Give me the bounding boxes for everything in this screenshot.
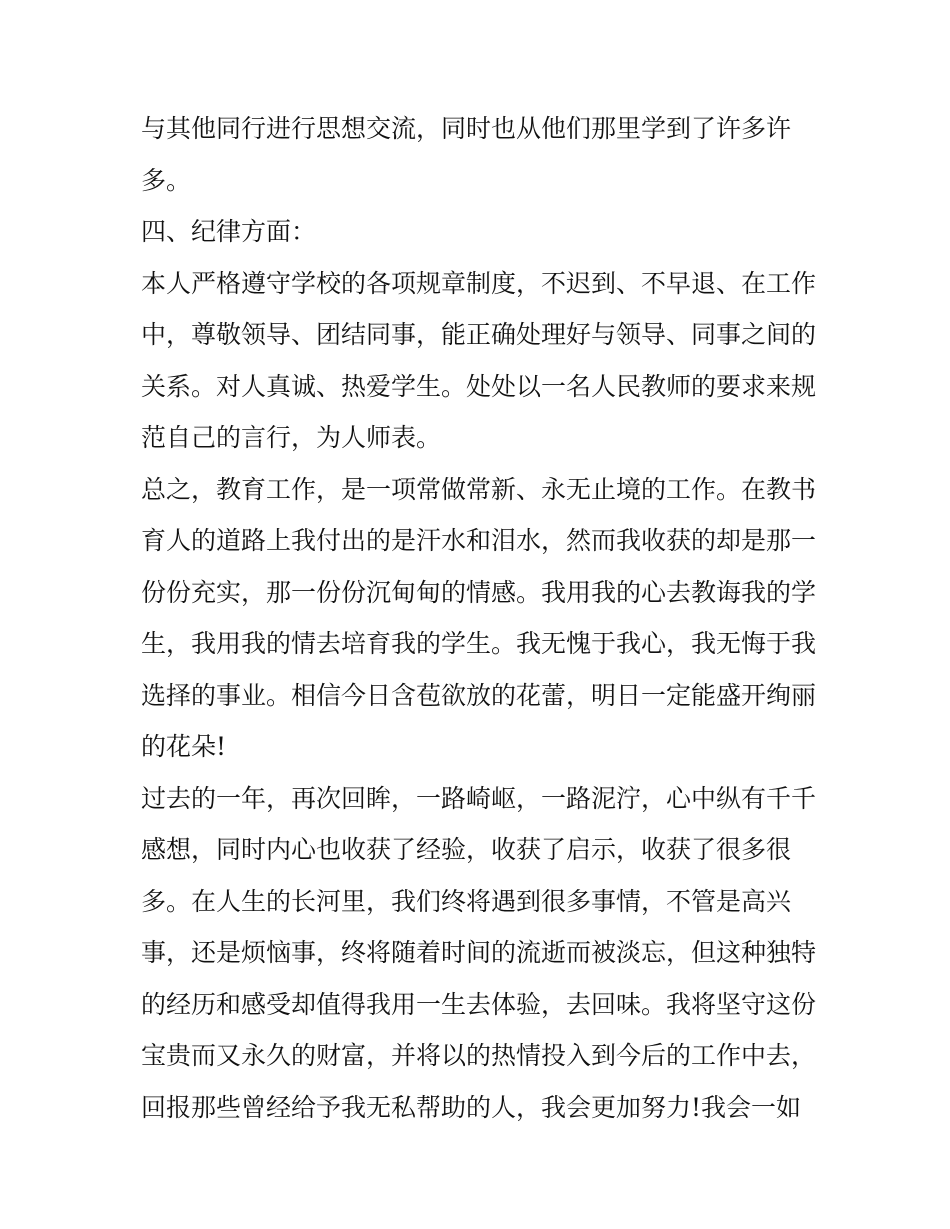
text-line: 宝贵而又永久的财富，并将以的热情投入到今后的工作中去， [141, 1041, 817, 1070]
text-line: 关系。对人真诚、热爱学生。处处以一名人民教师的要求来规 [141, 371, 817, 401]
text-line: 育人的道路上我付出的是汗水和泪水，然而我收获的却是那一 [141, 526, 817, 555]
text-line: 事，还是烦恼事，终将随着时间的流逝而被淡忘，但这种独特 [141, 938, 817, 967]
text-line: 多。 [141, 165, 192, 195]
text-line: 份份充实，那一份份沉甸甸的情感。我用我的心去教诲我的学 [141, 577, 817, 607]
text-line: 感想，同时内心也收获了经验，收获了启示，收获了很多很 [141, 835, 792, 864]
text-line: 选择的事业。相信今日含苞欲放的花蕾，明日一定能盛开绚丽 [141, 680, 817, 710]
text-line: 的花朵! [141, 732, 227, 761]
text-line: 范自己的言行，为人师表。 [141, 423, 442, 452]
text-line: 生，我用我的情去培育我的学生。我无愧于我心，我无悔于我 [141, 629, 817, 658]
text-line: 多。在人生的长河里，我们终将遇到很多事情，不管是高兴 [141, 886, 792, 916]
document-body [141, 103, 821, 1133]
text-line: 本人严格遵守学校的各项规章制度，不迟到、不早退、在工作 [141, 268, 817, 298]
text-line: 的经历和感受却值得我用一生去体验，去回味。我将坚守这份 [141, 989, 817, 1019]
text-line: 总之，教育工作，是一项常做常新、永无止境的工作。在教书 [141, 474, 817, 504]
text-line: 与其他同行进行思想交流，同时也从他们那里学到了许多许 [141, 114, 792, 143]
text-line: 回报那些曾经给予我无私帮助的人，我会更加努力!我会一如 [141, 1092, 802, 1122]
section-heading: 四、纪律方面： [141, 217, 317, 246]
text-line: 中，尊敬领导、团结同事，能正确处理好与领导、同事之间的 [141, 320, 817, 349]
text-line: 过去的一年，再次回眸，一路崎岖，一路泥泞，心中纵有千千 [141, 783, 817, 813]
